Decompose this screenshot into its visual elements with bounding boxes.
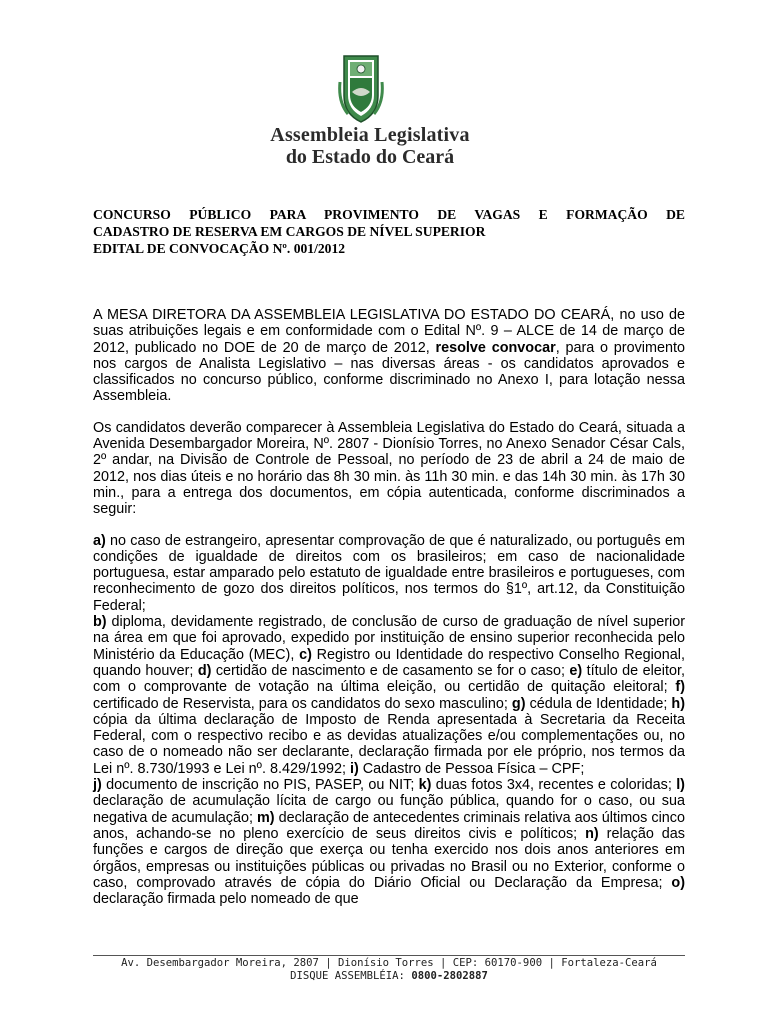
item-j-to-o — [93, 777, 685, 907]
institution-name-line1: Assembleia Legislativa — [270, 124, 470, 146]
title-line3: EDITAL DE CONVOCAÇÃO Nº. 001/2012 — [93, 241, 346, 256]
item-i-text: Cadastro de Pessoa Física – CPF; — [358, 760, 585, 777]
page-footer — [93, 957, 685, 983]
institution-name — [210, 124, 530, 168]
instructions-paragraph: Os candidatos deverão comparecer à Assembleia Legislativa do Estado do Ceará, situada a Avenida Desembargador Moreira, Nº. 2807 - Dionísio Torres, no Anexo Senador César Cals, 2º andar, na Divisão de Controle de Pessoal, no período de 23 de abril a 24 de maio de 2012, nos dias úteis e no horário das 8h 30 min. às 11h 30 min. e das 14h 30 min. às 17h 30 min., para a entrega dos documentos, em cópia autenticada, conforme discriminados a seguir: — [93, 419, 685, 518]
item-c-text: Registro ou Identidade do respectivo Conselho Regional, quando houver; — [93, 646, 685, 679]
item-d-text: certidão de nascimento e de casamento se for o caso; — [211, 662, 570, 679]
item-f-text: certificado de Reservista, para os candidatos do sexo masculino; — [93, 695, 512, 712]
item-b-label: b) — [93, 614, 107, 631]
item-l-label: l) — [676, 777, 685, 794]
item-a-text: no caso de estrangeiro, apresentar comprovação de que é naturalizado, ou português em condições de igualdade de direitos com os brasileiros; em caso de nacionalidade portuguesa, estar amparado pelo estatuto de igualdade entre brasileiros e portugueses, com reconhecimento de gozo dos direitos políticos, nos termos do §1º, art.12, da Constituição Federal; — [93, 532, 685, 614]
document-title — [93, 206, 685, 257]
item-e-label: e) — [569, 662, 583, 679]
footer-phone-number: 0800-2802887 — [411, 970, 488, 982]
item-b-text: diploma, devidamente registrado, de conclusão de curso de graduação de nível superior na área em que foi aprovado, expedido por instituição de ensino superior reconhecida pelo Ministério da Educação (MEC), — [93, 614, 685, 663]
item-e-text: título de eleitor, com o comprovante de votação na última eleição, ou certidão de quitação eleitoral; — [93, 662, 685, 696]
item-h-label: h) — [671, 695, 685, 712]
intro-text-b: , para o provimento nos cargos de Analista Legislativo – nas diversas áreas - os candidatos aprovados e classificados no concurso público, conforme discriminado no Anexo I, para lotação nessa Assembleia. — [93, 339, 685, 405]
item-a-label: a) — [93, 532, 106, 549]
item-n-text: relação das funções e cargos de direção que exerça ou tenha exercido nos dois anos anteriores em órgãos, empresas ou instituições públicas ou privadas no Brasil ou no Exterior, conforme o caso, comprovado através de cópia do Diário Oficial ou Declaração da Empresa; — [93, 825, 685, 891]
item-o-label: o) — [671, 874, 685, 891]
document-body — [93, 307, 685, 907]
item-i-label: i) — [349, 760, 359, 777]
item-j-label: j) — [93, 777, 102, 794]
footer-phone — [93, 970, 685, 983]
item-o-text: declaração firmada pelo nomeado de que — [93, 891, 359, 908]
item-k-text: duas fotos 3x4, recentes e coloridas; — [431, 777, 677, 794]
item-l-text: declaração de acumulação lícita de cargo ou função pública, quando for o caso, ou sua negativa de acumulação; — [93, 793, 685, 826]
item-a — [93, 533, 685, 614]
item-n-label: n) — [585, 825, 599, 842]
item-g-text: cédula de Identidade; — [525, 695, 672, 712]
intro-bold: resolve convocar — [435, 339, 556, 356]
footer-divider — [93, 955, 685, 956]
item-m-label: m) — [257, 809, 275, 826]
item-f-label: f) — [675, 679, 685, 696]
item-g-label: g) — [511, 695, 526, 712]
intro-paragraph — [93, 307, 685, 405]
item-j-text: documento de inscrição no PIS, PASEP, ou NIT; — [101, 777, 419, 794]
item-m-text: declaração de antecedentes criminais relativa aos últimos cinco anos, achando-se no pleno exercício de seus direitos civis e políticos; — [93, 809, 685, 842]
title-line1: CONCURSO PÚBLICO PARA PROVIMENTO DE VAGAS E FORMAÇÃO DE — [93, 207, 685, 222]
item-k-label: k) — [418, 777, 432, 794]
item-b-to-i — [93, 614, 685, 777]
title-line2: CADASTRO DE RESERVA EM CARGOS DE NÍVEL SUPERIOR — [93, 224, 486, 239]
intro-text-a: A MESA DIRETORA DA ASSEMBLEIA LEGISLATIVA DO ESTADO DO CEARÁ, no uso de suas atribuições legais e em conformidade com o Edital Nº. 9 – ALCE de 14 de março de 2012, publicado no DOE de 20 de março de 2012, — [93, 307, 685, 356]
state-coat-of-arms-logo — [338, 52, 384, 124]
item-h-text: cópia da última declaração de Imposto de Renda apresentada à Secretaria da Receita Federal, com o respectivo recibo e as devidas atualizações e/ou complementações ou, no caso de o nomeado não ser declarante, declaração firmada por ele próprio, nos termos da Lei nº. 8.730/1993 e Lei nº. 8.429/1992; — [93, 711, 685, 777]
footer-phone-label: DISQUE ASSEMBLÉIA: — [290, 970, 412, 982]
item-d-label: d) — [197, 662, 212, 679]
institution-name-line2: do Estado do Ceará — [285, 146, 455, 168]
item-c-label: c) — [299, 646, 312, 663]
footer-address: Av. Desembargador Moreira, 2807 | Dionísio Torres | CEP: 60170-900 | Fortaleza-Ceará — [121, 957, 657, 969]
